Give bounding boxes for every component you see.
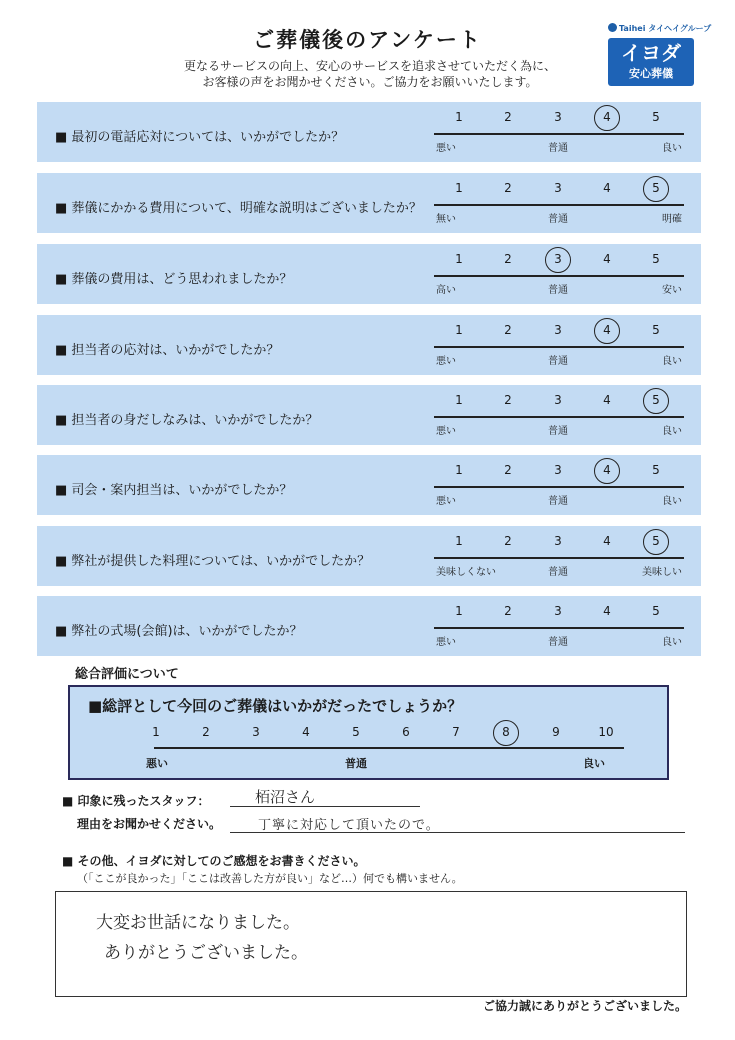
rating-option-selected[interactable]: 4	[595, 323, 619, 337]
question-text: ■ 最初の電話応対については、いかがでしたか？	[55, 130, 345, 145]
rating-option[interactable]: 2	[504, 393, 512, 407]
rating-option-selected[interactable]: 4	[595, 463, 619, 477]
logo-sub-text: 安心葬儀	[629, 67, 673, 80]
scale-label-low: 美味しくない	[436, 567, 496, 578]
rating-option[interactable]: 3	[554, 323, 562, 337]
rating-option[interactable]: 5	[652, 323, 660, 337]
intro-text	[150, 58, 590, 90]
rating-scale	[434, 173, 687, 233]
company-logo	[608, 22, 712, 88]
overall-option[interactable]: 4	[302, 725, 310, 739]
scale-line	[434, 557, 684, 559]
rating-option[interactable]: 3	[554, 393, 562, 407]
scale-label-high: 良い	[662, 356, 682, 367]
scale-label-mid: 普通	[548, 496, 568, 507]
comment-textarea[interactable]	[55, 891, 687, 997]
scale-label-high: 良い	[662, 143, 682, 154]
comment-line-2: ありがとうございました。	[104, 943, 308, 963]
rating-option[interactable]: 3	[554, 534, 562, 548]
question-text: ■ 葬儀にかかる費用について、明確な説明はございましたか？	[55, 201, 422, 216]
rating-option[interactable]: 3	[554, 181, 562, 195]
question-text: ■ 弊社が提供した料理については、いかがでしたか？	[55, 554, 371, 569]
rating-option[interactable]: 2	[504, 110, 512, 124]
question-row	[37, 315, 701, 375]
staff-label: ■ 印象に残ったスタッフ：	[62, 794, 210, 808]
overall-option[interactable]: 6	[402, 725, 410, 739]
thank-you-text: ご協力誠にありがとうございました。	[482, 999, 687, 1013]
scale-label-low: 悪い	[436, 143, 456, 154]
rating-scale	[434, 315, 687, 375]
rating-option[interactable]: 1	[455, 252, 463, 266]
overall-scale	[146, 687, 624, 782]
rating-option-selected[interactable]: 5	[644, 181, 668, 195]
scale-line	[434, 486, 684, 488]
rating-option[interactable]: 1	[455, 393, 463, 407]
rating-option-selected[interactable]: 3	[546, 252, 570, 266]
scale-label-mid: 普通	[548, 637, 568, 648]
rating-option[interactable]: 3	[554, 463, 562, 477]
scale-label-high: 良い	[662, 426, 682, 437]
rating-option[interactable]: 1	[455, 534, 463, 548]
question-text: ■ 葬儀の費用は、どう思われましたか？	[55, 272, 293, 287]
rating-option[interactable]: 1	[455, 463, 463, 477]
scale-label-high: 良い	[662, 496, 682, 507]
scale-label-high: 明確	[662, 214, 682, 225]
overall-section-label: 総合評価について	[75, 667, 179, 682]
rating-option[interactable]: 1	[455, 604, 463, 618]
rating-option[interactable]: 3	[554, 110, 562, 124]
scale-label-low: 悪い	[436, 496, 456, 507]
scale-line	[434, 627, 684, 629]
overall-label-mid: 普通	[345, 757, 367, 770]
question-row	[37, 102, 701, 162]
question-row	[37, 526, 701, 586]
rating-option[interactable]: 4	[603, 181, 611, 195]
rating-option[interactable]: 5	[652, 463, 660, 477]
rating-option-selected[interactable]: 5	[644, 393, 668, 407]
rating-option[interactable]: 5	[652, 252, 660, 266]
overall-option[interactable]: 5	[352, 725, 360, 739]
rating-option[interactable]: 3	[554, 604, 562, 618]
rating-option[interactable]: 2	[504, 323, 512, 337]
rating-option[interactable]: 2	[504, 463, 512, 477]
rating-scale	[434, 596, 687, 656]
scale-label-low: 無い	[436, 214, 456, 225]
scale-label-high: 美味しい	[642, 567, 682, 578]
rating-option[interactable]: 5	[652, 110, 660, 124]
scale-line	[434, 275, 684, 277]
overall-scale-line	[154, 747, 624, 749]
rating-option[interactable]: 2	[504, 604, 512, 618]
rating-option[interactable]: 1	[455, 110, 463, 124]
overall-option[interactable]: 1	[152, 725, 160, 739]
question-text: ■ 担当者の身だしなみは、いかがでしたか？	[55, 413, 319, 428]
scale-label-low: 悪い	[436, 637, 456, 648]
question-row	[37, 596, 701, 656]
scale-line	[434, 346, 684, 348]
intro-line-1: 更なるサービスの向上、安心のサービスを追求させていただく為に、	[183, 59, 556, 73]
question-row	[37, 244, 701, 304]
overall-question: ■総評として今回のご葬儀はいかがだったでしょうか？	[88, 697, 463, 715]
overall-option[interactable]: 9	[552, 725, 560, 739]
logo-badge	[608, 38, 694, 86]
scale-label-mid: 普通	[548, 143, 568, 154]
rating-option[interactable]: 1	[455, 181, 463, 195]
overall-option[interactable]: 10	[598, 725, 614, 739]
brand-group: タイヘイグループ	[648, 24, 712, 33]
other-comments-note: （「ここが良かった」「ここは改善した方が良い」など…）何でも構いません。	[77, 872, 463, 885]
scale-line	[434, 416, 684, 418]
logo-main-text: イヨダ	[621, 41, 681, 65]
question-text: ■ 弊社の式場(会館)は、いかがでしたか？	[55, 624, 303, 639]
rating-option[interactable]: 4	[603, 604, 611, 618]
staff-name-field[interactable]: 栢沼さん	[255, 788, 316, 806]
scale-label-low: 高い	[436, 285, 456, 296]
rating-scale	[434, 385, 687, 445]
rating-scale	[434, 455, 687, 515]
intro-line-2: お客様の声をお聞かせください。ご協力をお願いいたします。	[202, 75, 538, 89]
rating-scale	[434, 102, 687, 162]
other-comments-label: ■ その他、イヨダに対してのご感想をお書きください。	[62, 854, 366, 868]
survey-title: ご葬儀後のアンケート	[253, 28, 482, 52]
scale-label-low: 悪い	[436, 426, 456, 437]
scale-line	[434, 204, 684, 206]
overall-option[interactable]: 2	[202, 725, 210, 739]
reason-field[interactable]: 丁寧に対応して頂いたので。	[258, 818, 440, 833]
scale-label-mid: 普通	[548, 214, 568, 225]
scale-label-high: 安い	[662, 285, 682, 296]
reason-label: 理由をお聞かせください。	[77, 817, 222, 831]
overall-option-selected[interactable]: 8	[494, 725, 518, 739]
rating-option[interactable]: 2	[504, 181, 512, 195]
question-text: ■ 司会・案内担当は、いかがでしたか？	[55, 483, 293, 498]
question-row	[37, 455, 701, 515]
rating-option-selected[interactable]: 4	[595, 110, 619, 124]
group-brand	[608, 22, 712, 36]
rating-option[interactable]: 4	[603, 534, 611, 548]
question-row	[37, 173, 701, 233]
scale-label-mid: 普通	[548, 356, 568, 367]
rating-option[interactable]: 2	[504, 252, 512, 266]
question-text: ■ 担当者の応対は、いかがでしたか？	[55, 343, 280, 358]
rating-option[interactable]: 4	[603, 252, 611, 266]
rating-option[interactable]: 5	[652, 604, 660, 618]
rating-option[interactable]: 4	[603, 393, 611, 407]
scale-label-mid: 普通	[548, 285, 568, 296]
scale-label-mid: 普通	[548, 426, 568, 437]
scale-label-low: 悪い	[436, 356, 456, 367]
scale-line	[434, 133, 684, 135]
scale-label-high: 良い	[662, 637, 682, 648]
rating-option[interactable]: 2	[504, 534, 512, 548]
rating-scale	[434, 526, 687, 586]
rating-scale	[434, 244, 687, 304]
overall-option[interactable]: 3	[252, 725, 260, 739]
brand-name: Taihei	[619, 24, 646, 33]
overall-label-low: 悪い	[146, 757, 168, 770]
overall-label-high: 良い	[583, 757, 605, 770]
overall-rating-box	[68, 685, 669, 780]
question-row	[37, 385, 701, 445]
taihei-mark-icon	[608, 23, 617, 32]
rating-option[interactable]: 1	[455, 323, 463, 337]
overall-option[interactable]: 7	[452, 725, 460, 739]
rating-option-selected[interactable]: 5	[644, 534, 668, 548]
scale-label-mid: 普通	[548, 567, 568, 578]
comment-line-1: 大変お世話になりました。	[96, 913, 300, 933]
